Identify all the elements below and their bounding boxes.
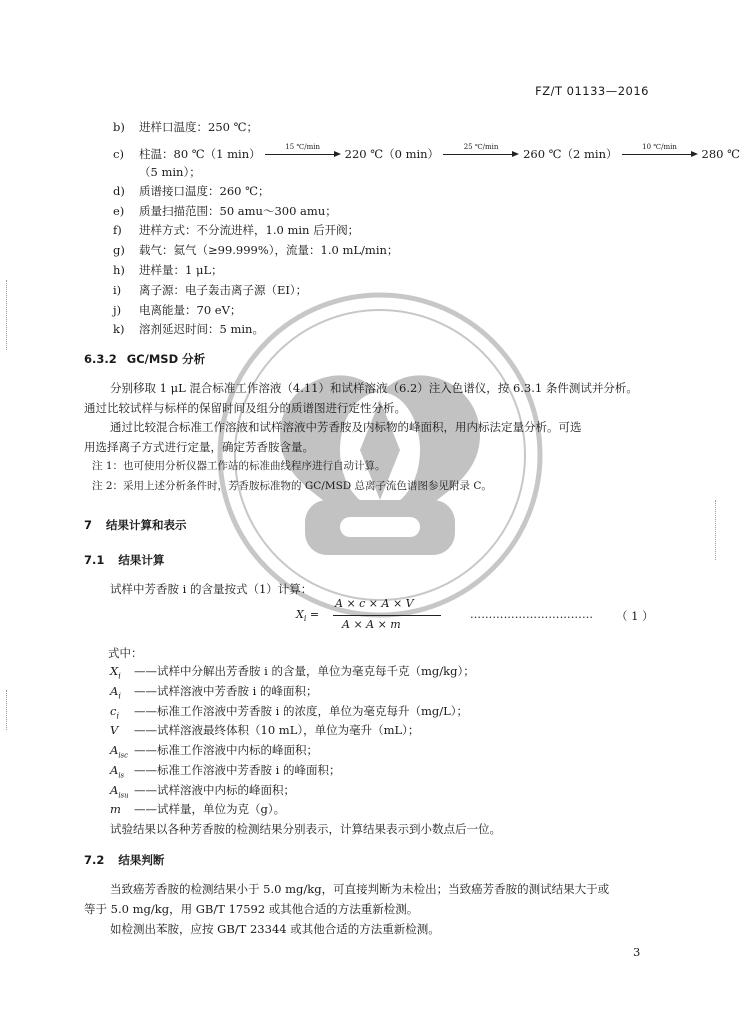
variable-description: ——标准工作溶液中芳香胺 i 的峰面积； (134, 763, 341, 777)
item-text: 溶剂延迟时间：5 min。 (139, 322, 264, 336)
list-item-f (113, 222, 359, 238)
item-label: e) (113, 204, 125, 218)
section-number: 7.1 (84, 553, 105, 567)
section-title: 结果判断 (118, 853, 165, 867)
result-note: 试验结果以各种芳香胺的检测结果分别表示，计算结果表示到小数点后一位。 (110, 822, 501, 836)
ramp-rate-2: 25 ℃/min (463, 143, 499, 151)
variable-description: ——试样溶液中芳香胺 i 的峰面积； (134, 684, 318, 698)
ramp-arrow-1 (265, 143, 341, 162)
variable-symbol: X (110, 664, 119, 678)
section-number: 6.3.2 (84, 352, 117, 366)
variable-definition (110, 683, 318, 704)
item-label: f) (113, 223, 122, 237)
list-item-b (113, 119, 258, 135)
paragraph-line: 通过比较混合标准工作溶液和试样溶液中芳香胺及内标物的峰面积，用内标法定量分析。可选 (110, 420, 582, 434)
section-heading-7-2 (84, 852, 164, 868)
ramp-rate-1: 15 ℃/min (285, 143, 320, 151)
item-text: 质量扫描范围：50 amu～300 amu； (139, 204, 337, 218)
item-label: h) (113, 263, 125, 277)
list-item-d (113, 183, 269, 199)
item-text: 进样量：1 μL； (139, 263, 223, 277)
item-label: i) (113, 283, 122, 297)
equation-number: （ 1 ） (616, 609, 654, 623)
section-title: 结果计算 (118, 553, 165, 567)
ramp-arrow-2 (443, 143, 519, 162)
oven-program-step-2: 260 ℃（2 min） (523, 147, 618, 161)
formula-numerator: A × c × A × V (335, 597, 414, 610)
list-item-h (113, 262, 223, 278)
section-title: GC/MSD 分析 (126, 352, 206, 366)
variable-subscript: i (116, 711, 120, 721)
item-label: j) (113, 303, 122, 317)
list-item-k (113, 321, 264, 337)
variable-subscript: i (118, 671, 121, 681)
section-number: 7.2 (84, 853, 105, 867)
variable-definition (110, 762, 341, 783)
page-number: 3 (633, 945, 641, 959)
scan-edge-mark (6, 280, 7, 350)
standard-code-header: FZ/T 01133—2016 (535, 84, 649, 98)
fraction-bar (333, 615, 441, 616)
where-label: 式中： (108, 646, 143, 660)
item-text: 进样口温度：250 ℃； (139, 120, 258, 134)
variable-description: ——试样溶液最终体积（10 mL），单位为毫升（mL）； (134, 723, 420, 737)
paragraph-line: 用选择离子方式进行定量，确定芳香胺含量。 (84, 440, 314, 454)
list-item-i (113, 282, 307, 298)
oven-program-step-1: 220 ℃（0 min） (344, 147, 440, 161)
variable-subscript: isc (118, 751, 129, 760)
item-label: k) (113, 322, 125, 336)
variable-description: ——试样量，单位为克（g）。 (134, 802, 286, 816)
list-item-e (113, 203, 337, 219)
formula-denominator: A × A × m (342, 618, 401, 631)
paragraph-line: 分别移取 1 μL 混合标准工作溶液（4.11）和试样溶液（6.2）注入色谱仪，按 6.3.1 条件测试并分析。 (110, 381, 638, 395)
variable-definition (110, 801, 285, 822)
calc-intro: 试样中芳香胺 i 的含量按式（1）计算： (110, 582, 313, 596)
section-heading-7 (84, 517, 187, 533)
variable-symbol: V (110, 723, 119, 737)
note-1: 注 1：也可使用分析仪器工作站的标准曲线程序进行自动计算。 (92, 460, 386, 472)
section-title: 结果计算和表示 (106, 518, 187, 532)
variable-symbol: A (110, 743, 119, 757)
variable-definition (110, 663, 475, 684)
item-label: c) (113, 147, 124, 161)
formula-lhs: $X_i$ = (296, 608, 320, 624)
list-item-c (113, 143, 740, 162)
formula-lhs-symbol: X (296, 608, 304, 621)
oven-program-end: 280 ℃ (701, 147, 740, 161)
list-item-c-continuation: （5 min）； (139, 165, 201, 179)
paragraph-line: 如检测出苯胺，应按 GB/T 23344 或其他合适的方法重新检测。 (110, 922, 440, 936)
list-item-g (113, 242, 398, 258)
variable-definition (110, 742, 318, 763)
variable-definition (110, 722, 419, 743)
variable-description: ——试样中分解出芳香胺 i 的含量，单位为毫克每千克（mg/kg）； (134, 664, 475, 678)
ramp-arrow-3 (622, 143, 698, 162)
paragraph-line: 当致癌芳香胺的检测结果小于 5.0 mg/kg，可直接判断为未检出；当致癌芳香胺的测试结果大于或 (110, 882, 610, 896)
scan-edge-mark (715, 500, 716, 560)
formula-lhs-subscript: i (303, 614, 307, 624)
variable-description: ——标准工作溶液中芳香胺 i 的浓度，单位为毫克每升（mg/L）； (134, 704, 469, 718)
variable-symbol: A (110, 684, 119, 698)
list-item-j (113, 302, 241, 318)
section-heading-6-3-2 (84, 351, 205, 367)
paragraph-line: 通过比较试样与标样的保留时间及组分的质谱图进行定性分析。 (84, 401, 406, 415)
item-text: 质谱接口温度：260 ℃； (139, 184, 270, 198)
variable-description: ——标准工作溶液中内标的峰面积； (134, 743, 318, 757)
variable-subscript: i (118, 691, 121, 701)
ramp-rate-3: 10 ℃/min (642, 143, 677, 151)
variable-description: ——试样溶液中内标的峰面积； (134, 783, 295, 797)
note-2: 注 2：采用上述分析条件时，芳香胺标准物的 GC/MSD 总离子流色谱图参见附录 C。 (92, 480, 492, 492)
scan-edge-mark (6, 690, 7, 730)
variable-symbol: c (110, 704, 117, 718)
paragraph-line: 等于 5.0 mg/kg，用 GB/T 17592 或其他合适的方法重新检测。 (84, 902, 419, 916)
variable-symbol: m (110, 802, 121, 816)
section-heading-7-1 (84, 552, 164, 568)
item-label: d) (113, 184, 125, 198)
item-text: 电离能量：70 eV； (139, 303, 242, 317)
section-number: 7 (84, 518, 93, 532)
item-label: b) (113, 120, 125, 134)
item-text: 离子源：电子轰击离子源（EI）； (139, 283, 308, 297)
oven-program-start: 柱温：80 ℃（1 min） (139, 147, 261, 161)
variable-subscript: isu (118, 791, 129, 800)
variable-subscript: is (118, 771, 125, 780)
item-label: g) (113, 243, 125, 257)
item-text: 载气：氦气（≥99.999%），流量：1.0 mL/min； (139, 243, 399, 257)
formula-leader-dots: …………………………… (470, 608, 594, 621)
variable-symbol: A (110, 763, 119, 777)
variable-symbol: A (110, 783, 119, 797)
item-text: 进样方式：不分流进样，1.0 min 后开阀； (139, 223, 360, 237)
